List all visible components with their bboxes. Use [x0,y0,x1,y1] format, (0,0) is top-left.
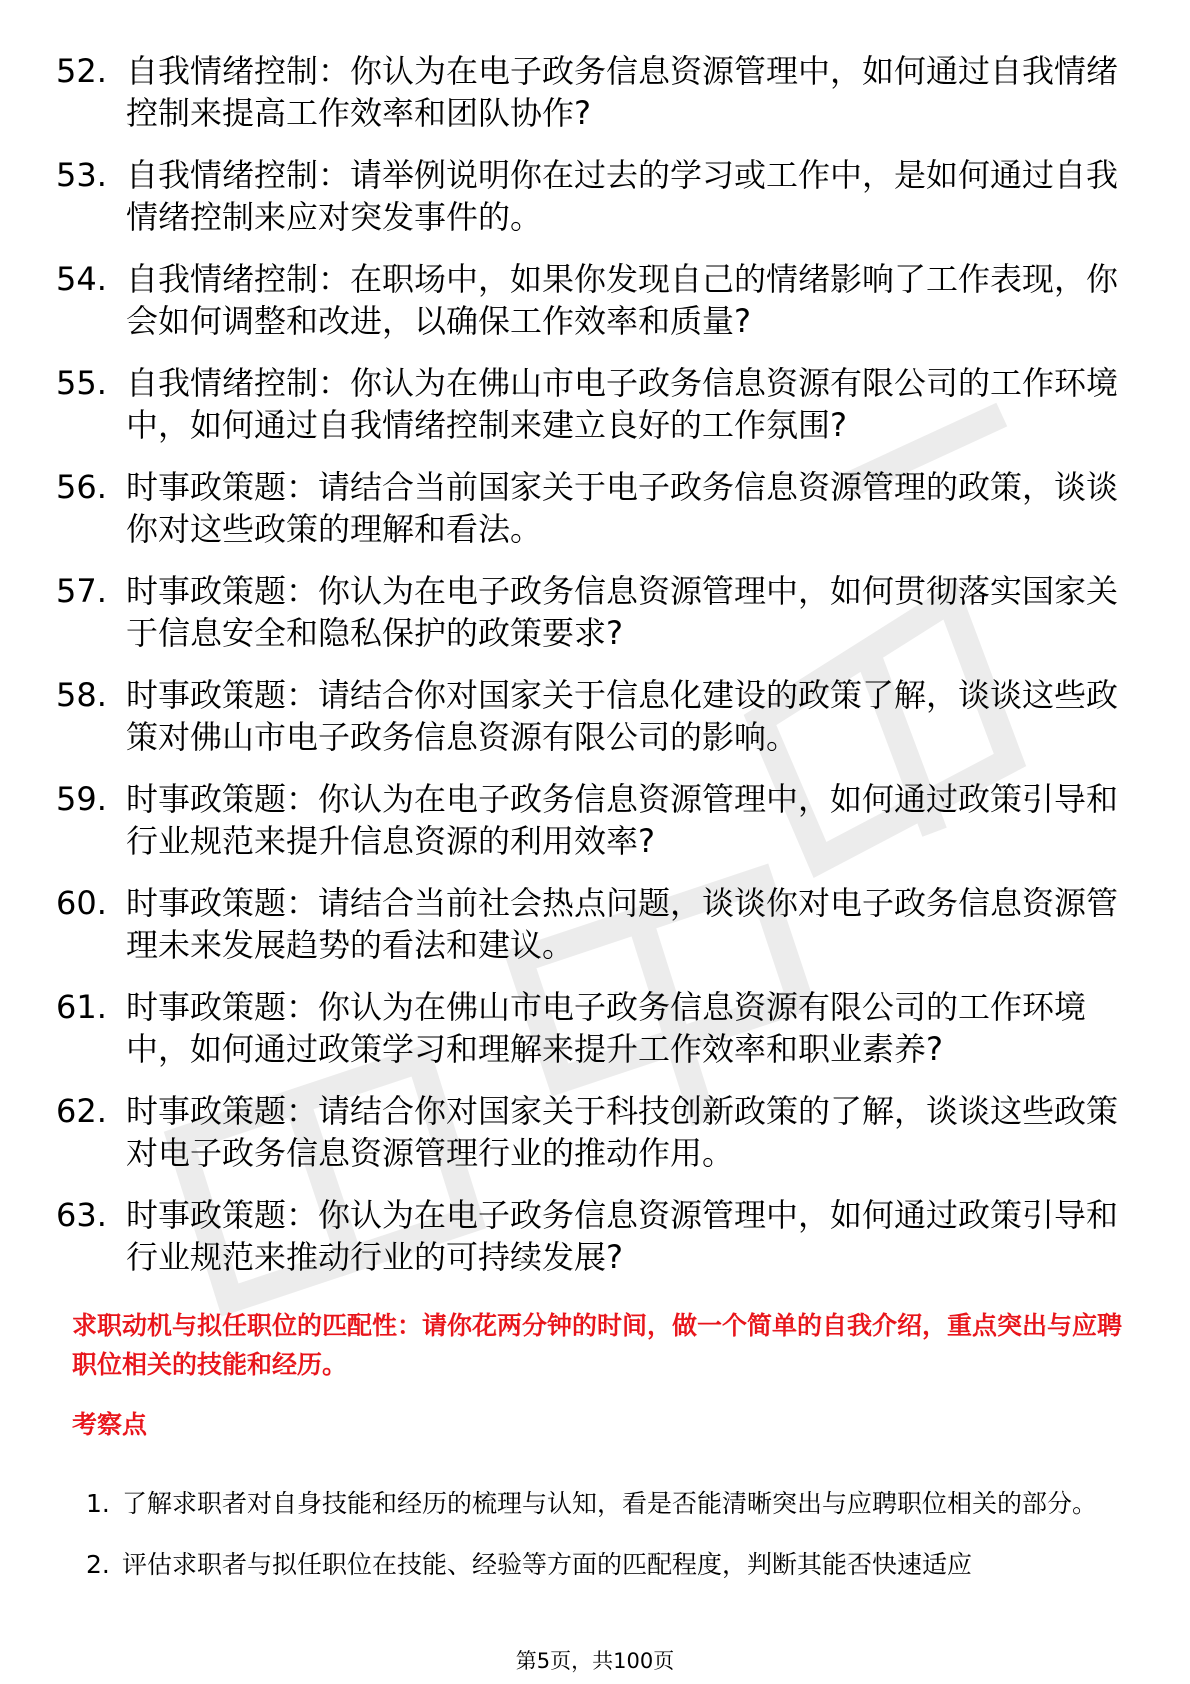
question-number: 60. [56,884,107,922]
question-item [56,674,1136,758]
question-text: 时事政策题：你认为在电子政务信息资源管理中，如何贯彻落实国家关于信息安全和隐私保护的政策要求? [126,572,1119,652]
question-text: 时事政策题：请结合当前国家关于电子政务信息资源管理的政策，谈谈你对这些政策的理解和看法。 [126,468,1119,548]
point-number: 2. [86,1550,110,1579]
page-footer: 第5页，共100页 [515,1649,675,1673]
question-item [56,570,1136,654]
question-item [56,50,1136,134]
question-text: 时事政策题：请结合你对国家关于科技创新政策的了解，谈谈这些政策对电子政务信息资源管理行业的推动作用。 [126,1092,1119,1172]
question-item [56,154,1136,238]
question-number: 54. [56,260,107,298]
point-number: 1. [86,1489,110,1518]
question-text: 时事政策题：请结合你对国家关于信息化建设的政策了解，谈谈这些政策对佛山市电子政务信息资源有限公司的影响。 [126,676,1119,756]
question-number: 63. [56,1196,107,1234]
question-number: 59. [56,780,107,818]
question-number: 61. [56,988,107,1026]
point-list [82,1473,1122,1595]
question-list [56,50,1136,1298]
question-text: 时事政策题：请结合当前社会热点问题，谈谈你对电子政务信息资源管理未来发展趋势的看法和建议。 [126,884,1119,964]
point-text: 了解求职者对自身技能和经历的梳理与认知，看是否能清晰突出与应聘职位相关的部分。 [122,1489,1098,1518]
subheading: 考察点 [72,1410,148,1439]
question-text: 时事政策题：你认为在电子政务信息资源管理中，如何通过政策引导和行业规范来推动行业的可持续发展? [126,1196,1119,1276]
question-item [56,778,1136,862]
question-item [56,258,1136,342]
question-text: 自我情绪控制：你认为在电子政务信息资源管理中，如何通过自我情绪控制来提高工作效率和团队协作? [126,52,1119,132]
question-item [56,362,1136,446]
point-item [82,1534,1122,1595]
question-text: 自我情绪控制：请举例说明你在过去的学习或工作中，是如何通过自我情绪控制来应对突发事件的。 [126,156,1119,236]
question-item [56,882,1136,966]
question-number: 55. [56,364,107,402]
question-item [56,466,1136,550]
section-title: 求职动机与拟任职位的匹配性：请你花两分钟的时间，做一个简单的自我介绍，重点突出与应聘职位相关的技能和经历。 [72,1311,1123,1379]
question-text: 时事政策题：你认为在佛山市电子政务信息资源有限公司的工作环境中，如何通过政策学习和理解来提升工作效率和职业素养? [126,988,1087,1068]
point-item [82,1473,1122,1534]
question-item [56,1090,1136,1174]
question-number: 53. [56,156,107,194]
question-number: 57. [56,572,107,610]
question-item [56,986,1136,1070]
question-number: 56. [56,468,107,506]
question-text: 时事政策题：你认为在电子政务信息资源管理中，如何通过政策引导和行业规范来提升信息资源的利用效率? [126,780,1119,860]
point-text: 评估求职者与拟任职位在技能、经验等方面的匹配程度，判断其能否快速适应 [122,1550,973,1579]
question-number: 52. [56,52,107,90]
question-number: 62. [56,1092,107,1130]
question-number: 58. [56,676,107,714]
question-text: 自我情绪控制：在职场中，如果你发现自己的情绪影响了工作表现，你会如何调整和改进，以确保工作效率和质量? [126,260,1119,340]
question-item [56,1194,1136,1278]
question-text: 自我情绪控制：你认为在佛山市电子政务信息资源有限公司的工作环境中，如何通过自我情绪控制来建立良好的工作氛围? [126,364,1119,444]
